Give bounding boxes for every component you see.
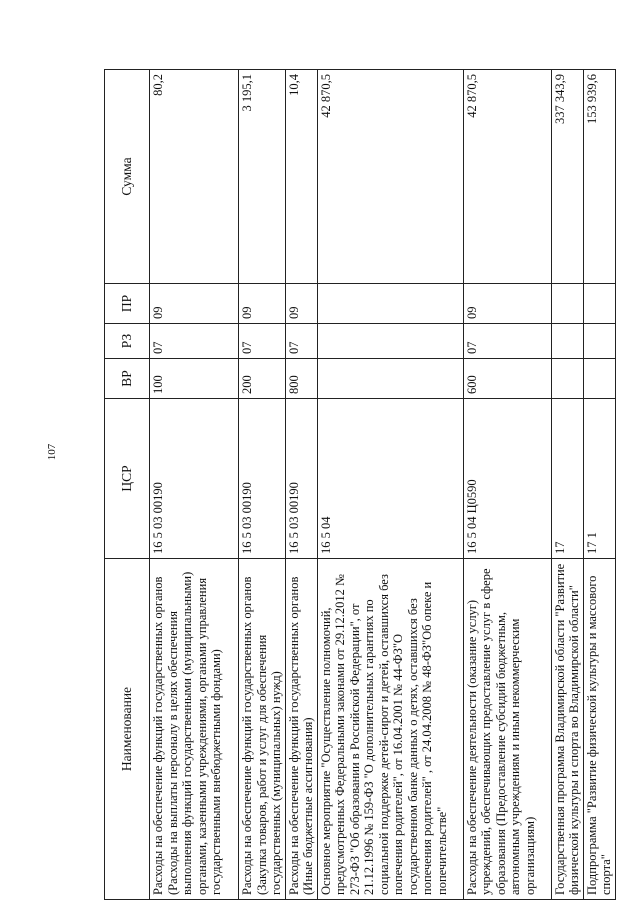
table-row (463, 70, 551, 900)
row-sum: 42 870,5 (463, 70, 551, 284)
row-name: Подпрограмма "Развитие физической культуры и массового спорта" (583, 559, 615, 900)
row-csr: 17 1 (583, 399, 615, 559)
row-pr: 09 (285, 284, 317, 324)
table-row (583, 70, 615, 900)
row-pr (583, 284, 615, 324)
row-csr: 16 5 03 00190 (285, 399, 317, 559)
row-rz (317, 324, 463, 359)
row-name: Расходы на обеспечение деятельности (оказание услуг) учреждений, обеспечивающих предоставление услуг в сфере образования (Предоставление субсидий бюджетным, автономным учреждениям и иным некоммерческим организациям) (463, 559, 551, 900)
row-name: Расходы на обеспечение функций государственных органов (Расходы на выплаты персоналу в целях обеспечения выполнения функций государственными (муниципальными) органами, казенными учреждениями, органами управления государственными внебюджетными фондами) (150, 559, 239, 900)
row-pr (317, 284, 463, 324)
row-pr (551, 284, 583, 324)
row-sum: 153 939,6 (583, 70, 615, 284)
table-row (285, 70, 317, 900)
row-pr: 09 (150, 284, 239, 324)
row-csr: 17 (551, 399, 583, 559)
row-sum: 80,2 (150, 70, 239, 284)
row-name: Расходы на обеспечение функций государственных органов (Закупка товаров, работ и услуг для обеспечения государственных (муниципальных) нужд) (239, 559, 286, 900)
table-row (239, 70, 286, 900)
row-name: Расходы на обеспечение функций государственных органов (Иные бюджетные ассигнования) (285, 559, 317, 900)
row-vr (317, 359, 463, 399)
row-sum: 3 195,1 (239, 70, 286, 284)
row-sum: 337 343,9 (551, 70, 583, 284)
row-vr: 100 (150, 359, 239, 399)
row-rz (583, 324, 615, 359)
table-row (551, 70, 583, 900)
page-number: 107 (46, 443, 58, 461)
row-csr: 16 5 03 00190 (239, 399, 286, 559)
row-name: Основное мероприятие "Осуществление полномочий, предусмотренных Федеральными законами от 29.12.2012 № 273-ФЗ "Об образовании в Российской Федерации", от 21.12.1996 № 159-ФЗ "О дополнительных гарантиях по социальной поддержке детей-сирот и детей, оставшихся без попечения родителей", от 16.04.2001 № 44-ФЗ"О государственном банке данных о детях, оставшихся без попечения родителей" , от 24.04.2008 № 48-ФЗ"Об опеке и попечительстве" (317, 559, 463, 900)
row-vr: 800 (285, 359, 317, 399)
row-sum: 10,4 (285, 70, 317, 284)
header-sum: Сумма (105, 70, 150, 284)
row-name: Государственная программа Владимирской области "Развитие физической культуры и спорта во Владимирской области" (551, 559, 583, 900)
header-vr: ВР (105, 359, 150, 399)
table-row (317, 70, 463, 900)
row-vr: 200 (239, 359, 286, 399)
row-sum: 42 870,5 (317, 70, 463, 284)
row-csr: 16 5 03 00190 (150, 399, 239, 559)
table-row (150, 70, 239, 900)
row-vr (551, 359, 583, 399)
row-csr: 16 5 04 Ц0590 (463, 399, 551, 559)
row-vr (583, 359, 615, 399)
table-header-row (105, 70, 150, 900)
header-rz: РЗ (105, 324, 150, 359)
budget-table-container (104, 70, 613, 900)
header-csr: ЦСР (105, 399, 150, 559)
budget-table (104, 69, 616, 900)
row-pr: 09 (239, 284, 286, 324)
row-rz: 07 (239, 324, 286, 359)
header-pr: ПР (105, 284, 150, 324)
row-rz: 07 (150, 324, 239, 359)
row-rz: 07 (463, 324, 551, 359)
row-rz (551, 324, 583, 359)
row-rz: 07 (285, 324, 317, 359)
row-pr: 09 (463, 284, 551, 324)
row-csr: 16 5 04 (317, 399, 463, 559)
row-vr: 600 (463, 359, 551, 399)
header-name: Наименование (105, 559, 150, 900)
